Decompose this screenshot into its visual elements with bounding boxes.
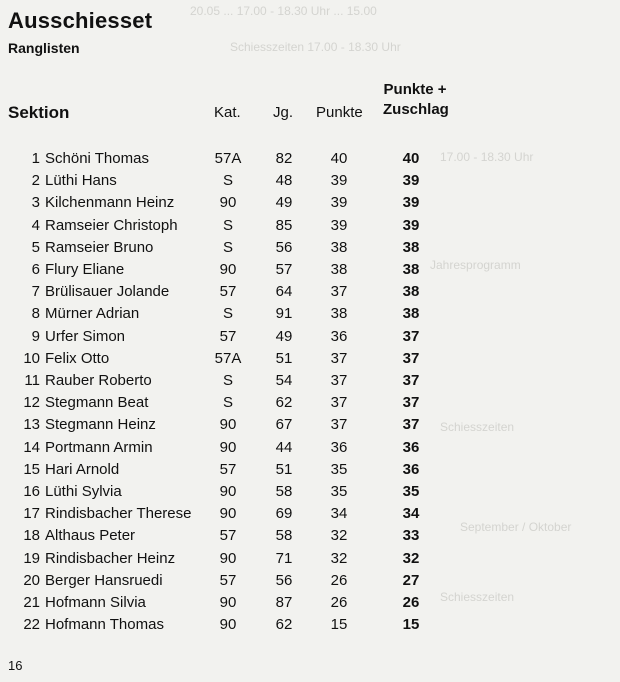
row-kat: 90 (219, 483, 237, 500)
row-punkte: 37 (330, 283, 348, 301)
row-jg: 49 (275, 327, 293, 345)
row-punkte: 39 (330, 172, 348, 190)
row-kat: 57 (219, 283, 237, 301)
row-name: Ramseier Bruno (45, 238, 154, 256)
row-kat: 57 (219, 527, 237, 545)
row-kat: 57A (214, 150, 242, 167)
row-punkte-zuschlag: 37 (402, 416, 420, 434)
row-punkte: 39 (330, 216, 348, 234)
row-jg: 85 (275, 216, 293, 234)
row-kat: 57 (219, 460, 237, 478)
bleed-through-text: Schiesszeiten 17.00 - 18.30 Uhr (230, 40, 401, 54)
row-punkte-zuschlag: 37 (402, 394, 420, 412)
table-row (0, 305, 620, 327)
row-name: Stegmann Beat (45, 394, 149, 412)
row-jg: 62 (275, 394, 293, 412)
row-kat: S (222, 172, 233, 190)
row-punkte-zuschlag: 39 (402, 172, 420, 190)
row-punkte-zuschlag: 27 (402, 571, 420, 589)
column-header-punkte-zuschlag (383, 80, 447, 120)
row-rank: 20 (23, 571, 40, 589)
row-rank: 10 (23, 349, 40, 367)
row-jg: 58 (275, 527, 293, 545)
bleed-through-text: September / Oktober (460, 520, 572, 534)
row-rank: 6 (31, 261, 40, 278)
row-punkte: 37 (330, 394, 348, 412)
column-header-sektion: Sektion (8, 103, 70, 122)
row-rank: 13 (23, 416, 40, 434)
row-rank: 17 (23, 505, 40, 523)
row-kat: 90 (219, 438, 237, 456)
table-row (0, 505, 620, 527)
row-name: Berger Hansruedi (45, 571, 163, 589)
row-jg: 44 (275, 438, 293, 456)
row-rank: 22 (23, 616, 40, 634)
row-punkte-zuschlag: 32 (402, 549, 420, 567)
row-punkte: 36 (330, 327, 348, 345)
table-row (0, 194, 620, 216)
row-punkte: 32 (330, 549, 348, 567)
row-name: Hofmann Silvia (45, 594, 146, 611)
table-row (0, 394, 620, 416)
row-rank: 21 (23, 594, 40, 611)
bleed-through-text: 20.05 ... 17.00 - 18.30 Uhr ... 15.00 (190, 4, 377, 18)
row-name: Althaus Peter (45, 527, 136, 545)
row-punkte: 37 (330, 416, 348, 434)
row-rank: 11 (24, 372, 40, 389)
row-name: Lüthi Sylvia (45, 483, 122, 500)
table-row (0, 527, 620, 549)
row-punkte: 40 (330, 150, 348, 167)
row-punkte: 15 (330, 616, 348, 634)
table-row (0, 616, 620, 638)
row-kat: S (222, 372, 233, 389)
table-row (0, 461, 620, 483)
row-jg: 57 (275, 261, 293, 278)
row-punkte-zuschlag: 40 (402, 150, 420, 167)
row-punkte-zuschlag: 33 (402, 527, 420, 545)
row-name: Flury Eliane (45, 261, 125, 278)
row-name: Brülisauer Jolande (45, 283, 170, 301)
row-rank: 9 (31, 327, 40, 345)
row-punkte-zuschlag: 38 (402, 305, 420, 323)
row-name: Ramseier Christoph (45, 216, 178, 234)
page-number: 16 (8, 658, 23, 673)
row-kat: 90 (219, 594, 237, 611)
row-rank: 2 (31, 172, 40, 190)
table-row (0, 594, 620, 616)
row-punkte-zuschlag: 37 (402, 327, 420, 345)
row-punkte: 38 (330, 305, 348, 323)
row-punkte-zuschlag: 38 (402, 238, 420, 256)
row-kat: 57 (219, 327, 237, 345)
row-jg: 51 (275, 349, 293, 367)
row-punkte-zuschlag: 37 (402, 349, 420, 367)
row-jg: 56 (275, 571, 293, 589)
table-row (0, 172, 620, 194)
row-rank: 7 (31, 283, 40, 301)
bleed-through-text: Schiesszeiten (440, 590, 515, 604)
column-header-punkte: Punkte (316, 104, 363, 121)
row-jg: 49 (275, 194, 293, 212)
row-jg: 91 (275, 305, 293, 323)
table-row (0, 328, 620, 350)
row-jg: 64 (275, 283, 293, 301)
row-punkte-zuschlag: 38 (402, 283, 420, 301)
row-rank: 8 (31, 305, 40, 323)
row-name: Hofmann Thomas (45, 616, 164, 634)
row-kat: S (222, 394, 233, 412)
row-punkte: 26 (330, 594, 348, 611)
row-punkte-zuschlag: 36 (402, 460, 420, 478)
row-name: Lüthi Hans (45, 172, 117, 190)
row-punkte: 32 (330, 527, 348, 545)
row-rank: 14 (23, 438, 40, 456)
row-kat: S (222, 305, 233, 323)
row-punkte-zuschlag: 39 (402, 216, 420, 234)
row-punkte-zuschlag: 37 (402, 372, 420, 389)
row-jg: 51 (275, 460, 293, 478)
row-jg: 67 (275, 416, 293, 434)
row-name: Rindisbacher Therese (45, 505, 192, 523)
row-rank: 15 (23, 460, 40, 478)
row-name: Schöni Thomas (45, 150, 149, 167)
table-row (0, 550, 620, 572)
column-header-kat: Kat. (214, 104, 241, 121)
row-punkte-zuschlag: 15 (402, 616, 420, 634)
row-kat: S (222, 238, 233, 256)
column-header-zuschlag-line1: Punkte + (383, 81, 447, 98)
row-jg: 82 (275, 150, 293, 167)
bleed-through-text: Jahresprogramm (430, 258, 521, 272)
table-row (0, 261, 620, 283)
row-kat: 90 (219, 194, 237, 212)
column-header-zuschlag-line2: Zuschlag (383, 101, 449, 118)
row-rank: 16 (23, 483, 40, 500)
row-punkte-zuschlag: 36 (402, 438, 420, 456)
row-name: Rindisbacher Heinz (45, 549, 176, 567)
table-row (0, 217, 620, 239)
row-name: Urfer Simon (45, 327, 126, 345)
row-name: Stegmann Heinz (45, 416, 156, 434)
row-punkte: 35 (330, 460, 348, 478)
row-punkte: 35 (330, 483, 348, 500)
row-jg: 87 (275, 594, 293, 611)
row-kat: 90 (219, 505, 237, 523)
row-rank: 4 (31, 216, 40, 234)
row-kat: S (222, 216, 233, 234)
row-punkte: 37 (330, 372, 348, 389)
page-title: Ausschiesset (8, 8, 153, 33)
row-name: Portmann Armin (45, 438, 153, 456)
row-jg: 62 (275, 616, 293, 634)
row-rank: 12 (23, 394, 40, 412)
row-kat: 57 (219, 571, 237, 589)
row-name: Hari Arnold (45, 460, 120, 478)
row-name: Kilchenmann Heinz (45, 194, 175, 212)
row-rank: 1 (31, 150, 40, 167)
row-kat: 90 (219, 616, 237, 634)
row-punkte: 36 (330, 438, 348, 456)
row-kat: 90 (219, 261, 237, 278)
row-rank: 19 (23, 549, 40, 567)
page-subtitle: Ranglisten (8, 40, 80, 56)
bleed-through-text: 17.00 - 18.30 Uhr (440, 150, 534, 164)
row-punkte-zuschlag: 34 (402, 505, 420, 523)
row-name: Felix Otto (45, 349, 110, 367)
bleed-through-text: Schiesszeiten (440, 420, 515, 434)
row-rank: 3 (31, 194, 40, 212)
row-punkte-zuschlag: 39 (402, 194, 420, 212)
row-punkte: 38 (330, 238, 348, 256)
row-kat: 90 (219, 416, 237, 434)
row-rank: 18 (23, 527, 40, 545)
column-header-jg: Jg. (273, 104, 294, 121)
row-kat: 57A (214, 349, 242, 367)
row-punkte: 26 (330, 571, 348, 589)
row-jg: 54 (275, 372, 293, 389)
row-jg: 58 (275, 483, 293, 500)
row-punkte: 38 (330, 261, 348, 278)
row-name: Rauber Roberto (45, 372, 152, 389)
row-punkte: 37 (330, 349, 348, 367)
row-punkte: 34 (330, 505, 348, 523)
row-jg: 48 (275, 172, 293, 190)
table-row (0, 372, 620, 394)
row-jg: 56 (275, 238, 293, 256)
row-jg: 71 (275, 549, 293, 567)
table-row (0, 572, 620, 594)
row-punkte: 39 (330, 194, 348, 212)
row-jg: 69 (275, 505, 293, 523)
table-row (0, 439, 620, 461)
table-row (0, 283, 620, 305)
row-punkte-zuschlag: 35 (402, 483, 420, 500)
row-punkte-zuschlag: 26 (402, 594, 420, 611)
row-name: Mürner Adrian (45, 305, 140, 323)
row-rank: 5 (31, 238, 40, 256)
row-punkte-zuschlag: 38 (402, 261, 420, 278)
table-row (0, 239, 620, 261)
table-row (0, 350, 620, 372)
table-row (0, 483, 620, 505)
table-row (0, 150, 620, 172)
row-kat: 90 (219, 549, 237, 567)
table-row (0, 416, 620, 438)
